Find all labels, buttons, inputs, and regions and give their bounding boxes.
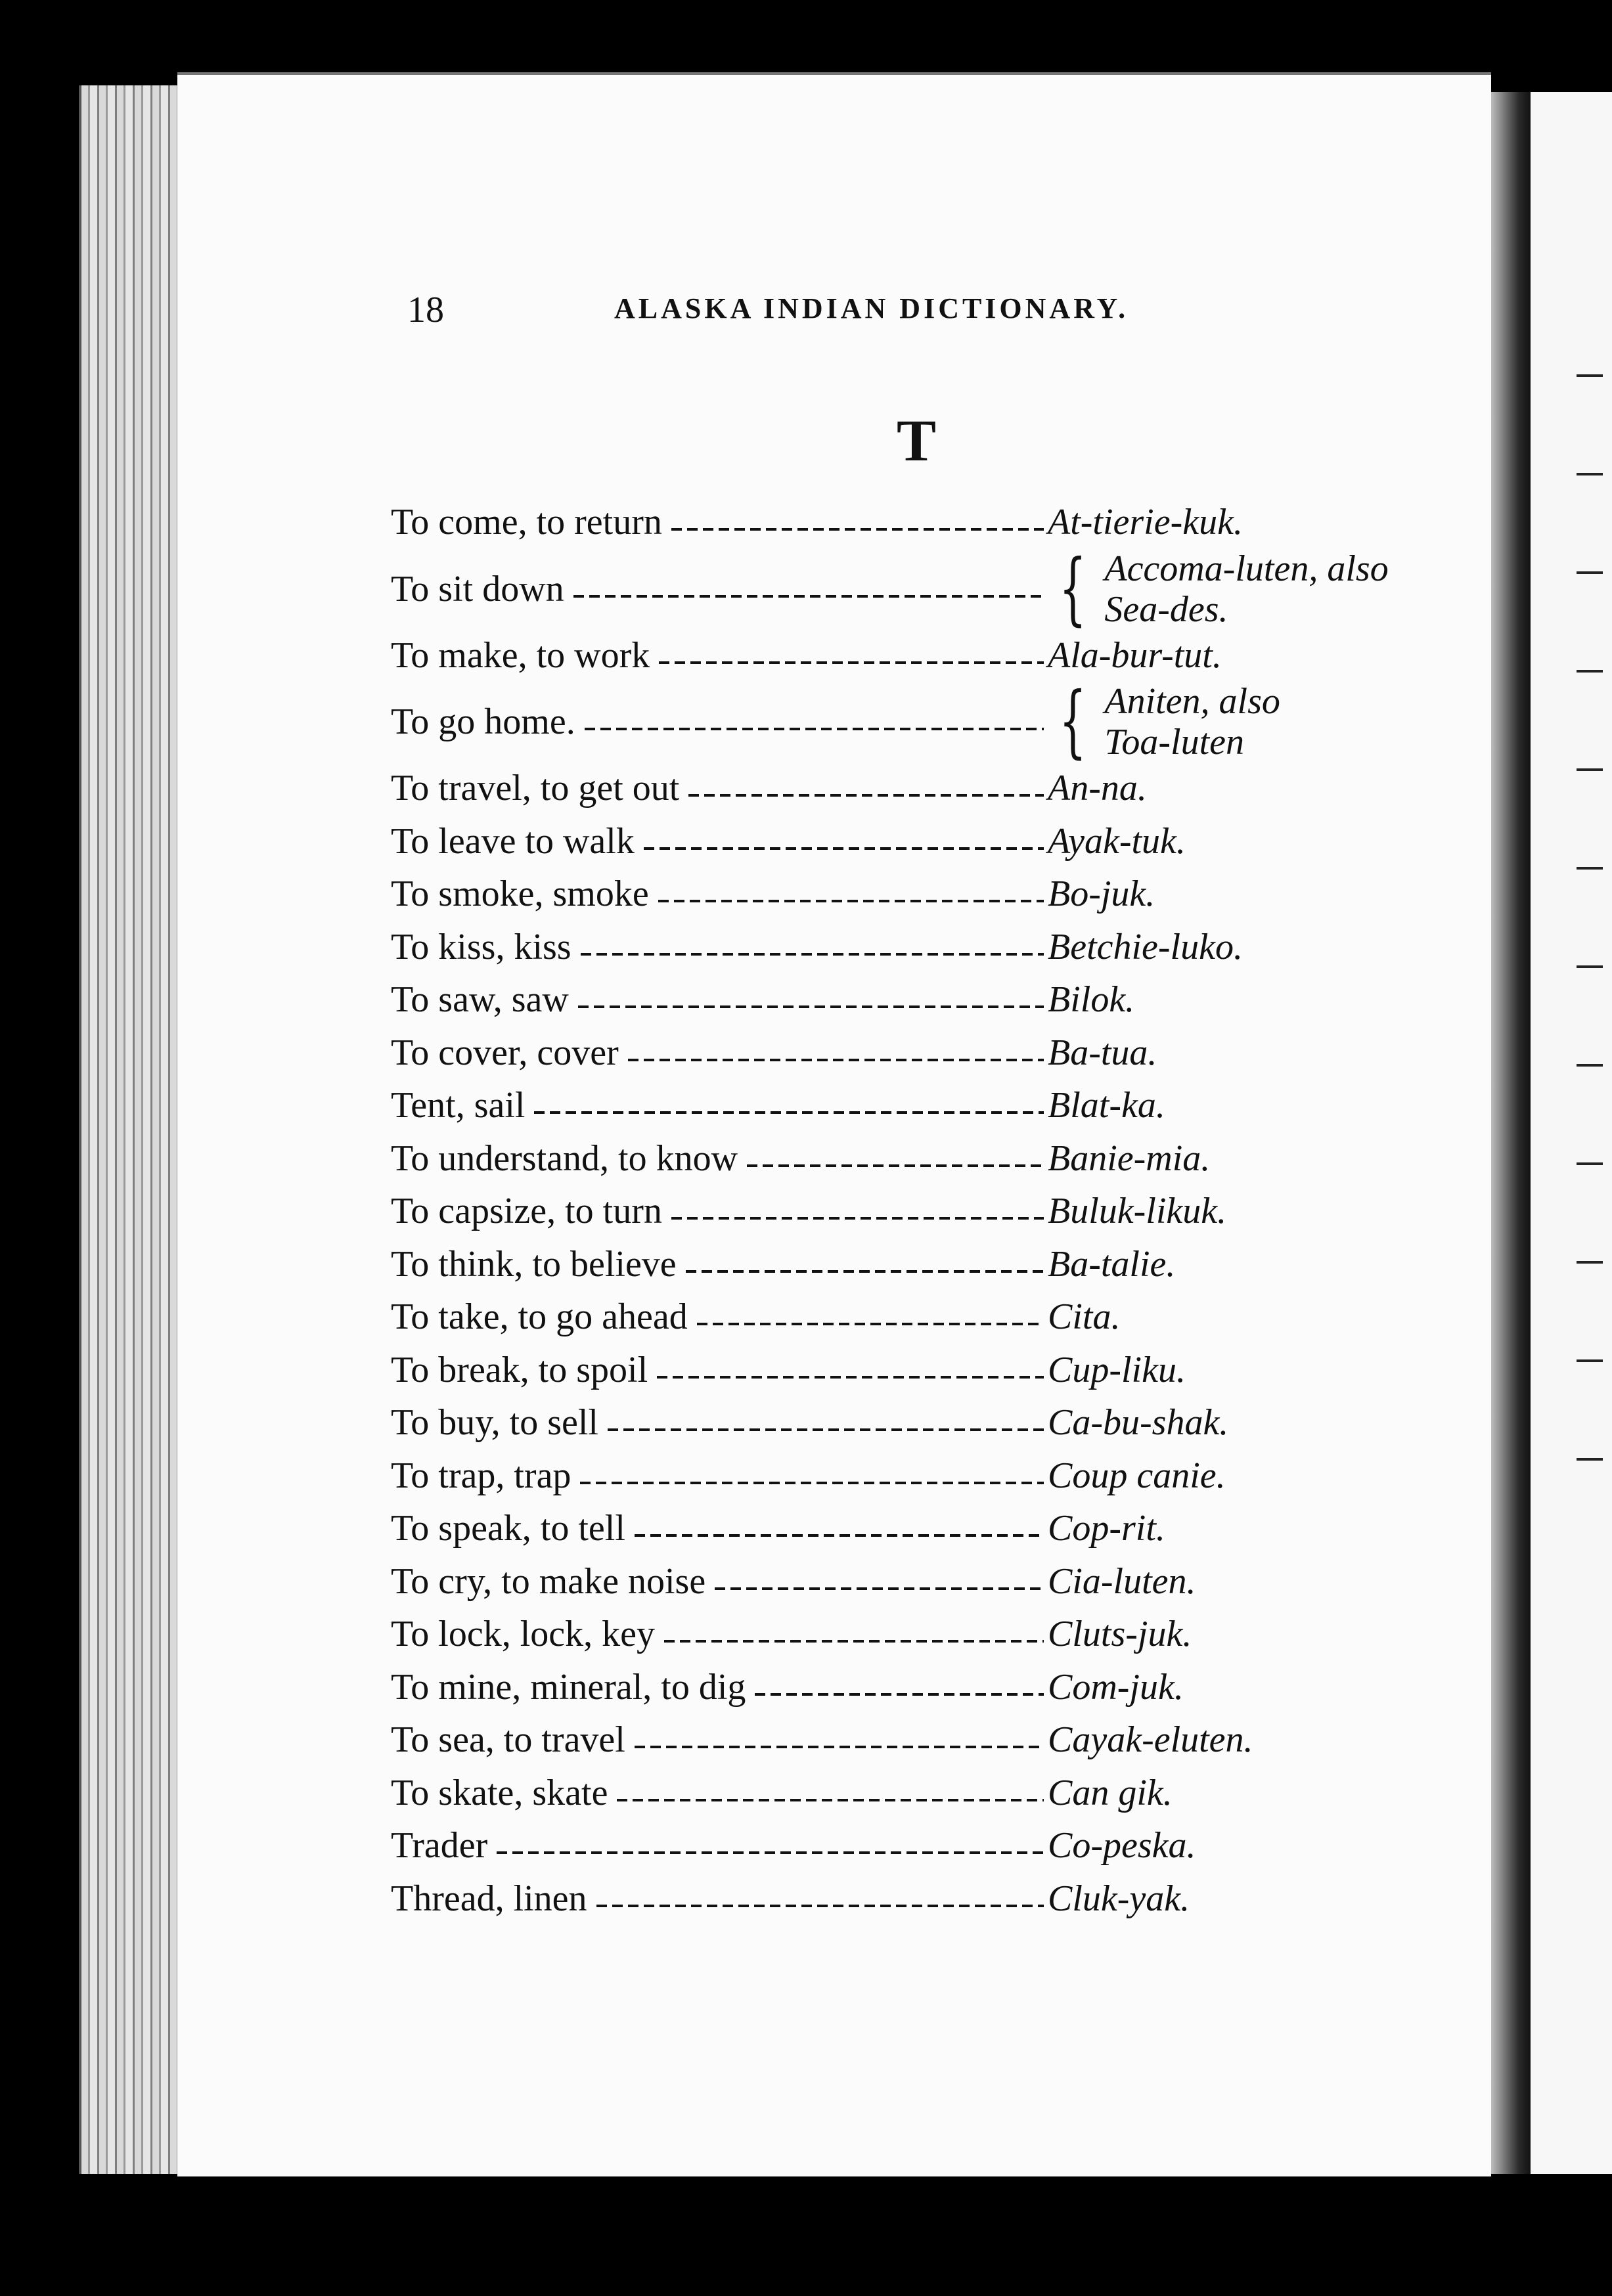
entry-term-cell xyxy=(391,1772,1048,1814)
entry-term-cell xyxy=(391,1719,1048,1761)
entry-translation: Ba-talie. xyxy=(1048,1243,1176,1285)
dictionary-entry xyxy=(391,1185,1455,1238)
entry-translation: Blat-ka. xyxy=(1048,1085,1165,1126)
dot-leader xyxy=(573,595,1044,598)
entry-term-cell xyxy=(391,1084,1048,1126)
dot-leader xyxy=(747,1164,1044,1167)
dot-leader xyxy=(534,1111,1044,1114)
entry-term: To speak, to tell xyxy=(391,1508,625,1549)
dictionary-entry xyxy=(391,1661,1455,1714)
book-gutter xyxy=(1491,92,1531,2174)
entry-term-cell xyxy=(391,1455,1048,1497)
entry-term-cell xyxy=(391,1560,1048,1602)
dictionary-entry xyxy=(391,868,1455,921)
dot-leader xyxy=(581,953,1044,956)
entry-term: To leave to walk xyxy=(391,820,635,862)
entry-term: To capsize, to turn xyxy=(391,1191,662,1232)
entry-translation: Buluk-likuk. xyxy=(1048,1191,1227,1232)
entry-term-cell xyxy=(391,1296,1048,1338)
entry-term: To buy, to sell xyxy=(391,1402,598,1444)
entry-term: Tent, sail xyxy=(391,1085,526,1126)
entry-term: To sit down xyxy=(391,568,564,609)
entry-term-cell xyxy=(391,1190,1048,1232)
dictionary-entry xyxy=(391,1449,1455,1503)
entry-term: To take, to go ahead xyxy=(391,1296,688,1338)
entry-translation: Cop-rit. xyxy=(1048,1508,1165,1549)
entry-term-cell xyxy=(391,1243,1048,1285)
entry-translation: Banie-mia. xyxy=(1048,1137,1211,1179)
page-number: 18 xyxy=(407,290,444,330)
entry-translation: Ayak-tuk. xyxy=(1048,820,1186,862)
dot-leader xyxy=(671,1217,1044,1220)
dot-leader xyxy=(686,1270,1044,1273)
entry-term: To think, to believe xyxy=(391,1243,677,1285)
facing-page-text-fragments xyxy=(1577,328,1603,1511)
entry-translation: Ala-bur-tut. xyxy=(1048,634,1222,676)
dictionary-entry xyxy=(391,629,1455,682)
entry-term-cell xyxy=(391,1824,1048,1866)
entry-term-cell xyxy=(391,701,1048,743)
dictionary-entry xyxy=(391,1819,1455,1872)
dictionary-entry xyxy=(391,1344,1455,1397)
entry-term-cell xyxy=(391,979,1048,1021)
entry-term: To sea, to travel xyxy=(391,1719,625,1761)
entry-translation: Cita. xyxy=(1048,1296,1121,1338)
dictionary-entry xyxy=(391,1079,1455,1132)
dictionary-entry xyxy=(391,973,1455,1027)
entry-translation: Co-peska. xyxy=(1048,1825,1196,1866)
entry-term: Thread, linen xyxy=(391,1878,587,1919)
entry-translation: Cayak-eluten. xyxy=(1048,1719,1253,1761)
entry-term-cell xyxy=(391,1137,1048,1180)
entry-term: To lock, lock, key xyxy=(391,1614,655,1655)
entry-term: To mine, mineral, to dig xyxy=(391,1666,746,1708)
entry-translation: Bo-juk. xyxy=(1048,873,1155,915)
entry-term-cell xyxy=(391,1032,1048,1074)
page-title: ALASKA INDIAN DICTIONARY. xyxy=(614,292,1129,324)
dictionary-entry xyxy=(391,496,1455,549)
dot-leader xyxy=(715,1587,1044,1590)
entry-translation: An-na. xyxy=(1048,768,1147,809)
curly-brace-icon: { xyxy=(1059,542,1087,634)
entry-translation: Ba-tua. xyxy=(1048,1032,1157,1073)
entry-translation-group xyxy=(1104,548,1388,630)
entry-translation-group xyxy=(1104,681,1280,762)
dot-leader xyxy=(671,528,1044,531)
entry-term-cell xyxy=(391,568,1048,610)
entry-translation: Cup-liku. xyxy=(1048,1349,1186,1390)
entry-term-cell xyxy=(391,1349,1048,1391)
dot-leader xyxy=(657,1376,1044,1379)
entry-term-cell xyxy=(391,926,1048,968)
entry-term-cell xyxy=(391,820,1048,862)
dot-leader xyxy=(635,1746,1044,1748)
dictionary-entry xyxy=(391,542,1455,634)
entry-term-cell xyxy=(391,873,1048,915)
entry-term: To understand, to know xyxy=(391,1137,738,1179)
entry-term-cell xyxy=(391,501,1048,543)
dictionary-entry xyxy=(391,1238,1455,1291)
dictionary-entry xyxy=(391,815,1455,868)
dictionary-entry xyxy=(391,1027,1455,1080)
dot-leader xyxy=(608,1428,1044,1431)
entry-term-cell xyxy=(391,1507,1048,1549)
entry-term-cell xyxy=(391,634,1048,676)
dictionary-entry xyxy=(391,676,1455,767)
dictionary-entry xyxy=(391,1291,1455,1344)
entry-translation: Can gik. xyxy=(1048,1772,1173,1813)
dot-leader xyxy=(644,847,1044,850)
dot-leader xyxy=(635,1534,1044,1537)
dot-leader xyxy=(580,1482,1044,1484)
entry-term: Trader xyxy=(391,1825,488,1866)
dot-leader xyxy=(755,1693,1044,1696)
entry-term: To smoke, smoke xyxy=(391,873,649,915)
dot-leader xyxy=(664,1640,1044,1643)
entry-term-cell xyxy=(391,1613,1048,1655)
dictionary-entry xyxy=(391,1872,1455,1926)
entry-term-cell xyxy=(391,1402,1048,1444)
entry-translation: Aniten, also xyxy=(1104,681,1280,722)
dictionary-entry xyxy=(391,762,1455,815)
dot-leader xyxy=(596,1905,1044,1907)
dictionary-entry xyxy=(391,1396,1455,1449)
dot-leader xyxy=(585,728,1044,730)
entry-term-cell xyxy=(391,1878,1048,1920)
entry-translation: Coup canie. xyxy=(1048,1455,1226,1496)
dictionary-entry xyxy=(391,1502,1455,1555)
dot-leader xyxy=(628,1059,1044,1061)
entry-term: To trap, trap xyxy=(391,1455,571,1496)
entry-term: To break, to spoil xyxy=(391,1349,648,1390)
entry-term: To kiss, kiss xyxy=(391,926,571,967)
entry-translation: Accoma-luten, also xyxy=(1104,548,1389,589)
entry-translation: Com-juk. xyxy=(1048,1666,1184,1708)
dictionary-entry xyxy=(391,921,1455,974)
entry-translation: Cia-luten. xyxy=(1048,1560,1196,1602)
entry-term-cell xyxy=(391,1666,1048,1708)
dictionary-entries xyxy=(391,496,1455,1925)
entry-translation: Toa-luten xyxy=(1104,722,1244,762)
entry-term: To saw, saw xyxy=(391,979,569,1021)
entry-term: To skate, skate xyxy=(391,1772,608,1813)
dictionary-entry xyxy=(391,1555,1455,1608)
dot-leader xyxy=(617,1799,1044,1801)
dot-leader xyxy=(697,1323,1044,1325)
dictionary-entry xyxy=(391,1713,1455,1767)
dot-leader xyxy=(578,1005,1044,1008)
entry-translation: Ca-bu-shak. xyxy=(1048,1402,1229,1444)
entry-term-cell xyxy=(391,767,1048,809)
dictionary-entry xyxy=(391,1608,1455,1661)
dictionary-entry xyxy=(391,1132,1455,1185)
dot-leader xyxy=(659,661,1044,664)
entry-term: To go home. xyxy=(391,701,575,742)
entry-term: To make, to work xyxy=(391,634,650,676)
entry-term: To cry, to make noise xyxy=(391,1560,706,1602)
entry-translation: Cluk-yak. xyxy=(1048,1878,1190,1919)
entry-translation: Sea-des. xyxy=(1104,588,1228,630)
entry-term: To travel, to get out xyxy=(391,768,680,809)
entry-translation: At-tierie-kuk. xyxy=(1048,502,1243,543)
dot-leader xyxy=(688,794,1044,797)
entry-term: To cover, cover xyxy=(391,1032,619,1073)
curly-brace-icon: { xyxy=(1059,676,1087,767)
section-letter: T xyxy=(896,408,937,474)
entry-translation: Bilok. xyxy=(1048,979,1135,1021)
dot-leader xyxy=(497,1851,1044,1854)
dot-leader xyxy=(658,900,1044,902)
dictionary-entry xyxy=(391,1767,1455,1820)
running-head xyxy=(407,289,1261,335)
entry-term: To come, to return xyxy=(391,502,662,543)
entry-translation: Betchie-luko. xyxy=(1048,926,1243,967)
entry-translation: Cluts-juk. xyxy=(1048,1614,1192,1655)
